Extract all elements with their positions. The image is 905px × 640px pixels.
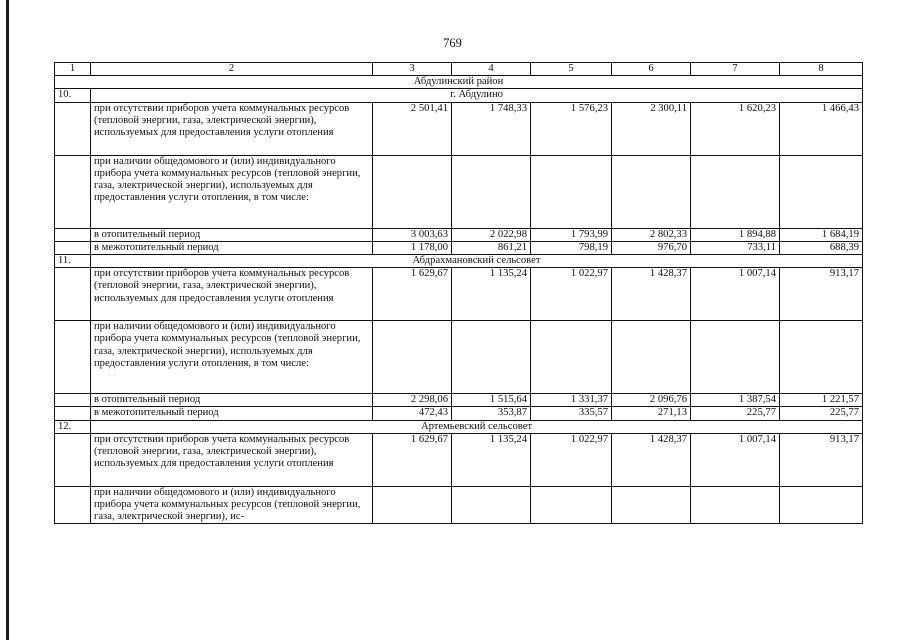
section-row xyxy=(55,420,863,433)
header-cell: 1 xyxy=(55,63,91,76)
value-cell: 733,11 xyxy=(691,241,780,254)
header-cell: 2 xyxy=(91,63,373,76)
table-row xyxy=(55,407,863,420)
section-row xyxy=(55,89,863,102)
table-row xyxy=(55,486,863,524)
page-number: 769 xyxy=(443,36,462,50)
page-edge-bar xyxy=(6,0,9,640)
header-cell: 6 xyxy=(612,63,691,76)
value-cell: 913,17 xyxy=(780,268,863,321)
value-cell: 1 684,19 xyxy=(780,228,863,241)
value-cell: 913,17 xyxy=(780,433,863,486)
value-cell: 1 428,37 xyxy=(612,268,691,321)
header-row xyxy=(55,63,863,76)
value-cell: 1 221,57 xyxy=(780,394,863,407)
value-cell: 1 135,24 xyxy=(452,433,531,486)
table-row xyxy=(55,228,863,241)
table-row xyxy=(55,155,863,228)
row-description: при отсутствии приборов учета коммунальных ресурсов (тепловой энергии, газа, электрической энергии), используемых для предоставления услуги отопления xyxy=(91,433,373,486)
value-cell: 1 576,23 xyxy=(531,102,612,155)
value-cell: 1 022,97 xyxy=(531,433,612,486)
row-description: при наличии общедомового и (или) индивидуального прибора учета коммунальных ресурсов (тепловой энергии, газа, электрической энергии), используемых для предоставления услуги отопления, в том числе: xyxy=(91,321,373,394)
table-row xyxy=(55,268,863,321)
value-cell: 2 300,11 xyxy=(612,102,691,155)
value-cell: 1 428,37 xyxy=(612,433,691,486)
header-cell: 8 xyxy=(780,63,863,76)
value-cell: 1 007,14 xyxy=(691,268,780,321)
row-label: в межотопительный период xyxy=(91,407,373,420)
table-row xyxy=(55,433,863,486)
value-cell: 2 298,06 xyxy=(373,394,452,407)
section-number: 10. xyxy=(55,89,91,102)
section-name: Артемьевский сельсовет xyxy=(91,420,863,433)
section-row xyxy=(55,255,863,268)
value-cell: 1 178,00 xyxy=(373,241,452,254)
value-cell: 861,21 xyxy=(452,241,531,254)
value-cell: 1 894,88 xyxy=(691,228,780,241)
row-description: при отсутствии приборов учета коммунальных ресурсов (тепловой энергии, газа, электрической энергии), используемых для предоставления услуги отопления xyxy=(91,268,373,321)
section-name: Абдрахмановский сельсовет xyxy=(91,255,863,268)
header-cell: 5 xyxy=(531,63,612,76)
value-cell: 271,13 xyxy=(612,407,691,420)
value-cell: 1 135,24 xyxy=(452,268,531,321)
row-label: в отопительный период xyxy=(91,394,373,407)
row-label: в межотопительный период xyxy=(91,241,373,254)
value-cell: 1 629,67 xyxy=(373,268,452,321)
district-row xyxy=(55,76,863,89)
section-number: 11. xyxy=(55,255,91,268)
value-cell: 1 007,14 xyxy=(691,433,780,486)
value-cell: 2 501,41 xyxy=(373,102,452,155)
section-name: г. Абдулино xyxy=(91,89,863,102)
value-cell: 3 003,63 xyxy=(373,228,452,241)
value-cell: 2 022,98 xyxy=(452,228,531,241)
value-cell: 2 802,33 xyxy=(612,228,691,241)
value-cell: 335,57 xyxy=(531,407,612,420)
value-cell: 225,77 xyxy=(691,407,780,420)
value-cell: 1 466,43 xyxy=(780,102,863,155)
value-cell: 472,43 xyxy=(373,407,452,420)
header-cell: 3 xyxy=(373,63,452,76)
district-name: Абдулинский район xyxy=(55,76,863,89)
value-cell: 1 022,97 xyxy=(531,268,612,321)
row-label: в отопительный период xyxy=(91,228,373,241)
section-number: 12. xyxy=(55,420,91,433)
table-row xyxy=(55,241,863,254)
value-cell: 1 620,23 xyxy=(691,102,780,155)
row-description: при отсутствии приборов учета коммунальных ресурсов (тепловой энергии, газа, электрической энергии), используемых для предоставления услуги отопления xyxy=(91,102,373,155)
value-cell: 1 387,54 xyxy=(691,394,780,407)
header-cell: 4 xyxy=(452,63,531,76)
value-cell: 1 629,67 xyxy=(373,433,452,486)
table-row xyxy=(55,394,863,407)
table-row xyxy=(55,321,863,394)
value-cell: 1 515,64 xyxy=(452,394,531,407)
header-cell: 7 xyxy=(691,63,780,76)
value-cell: 976,70 xyxy=(612,241,691,254)
value-cell: 1 748,33 xyxy=(452,102,531,155)
value-cell: 798,19 xyxy=(531,241,612,254)
value-cell: 1 331,37 xyxy=(531,394,612,407)
row-description: при наличии общедомового и (или) индивидуального прибора учета коммунальных ресурсов (тепловой энергии, газа, электрической энергии), используемых для предоставления услуги отопления, в том числе: xyxy=(91,155,373,228)
value-cell: 1 793,99 xyxy=(531,228,612,241)
table-row xyxy=(55,102,863,155)
tariff-table xyxy=(54,62,863,524)
value-cell: 353,87 xyxy=(452,407,531,420)
value-cell: 2 096,76 xyxy=(612,394,691,407)
value-cell: 688,39 xyxy=(780,241,863,254)
value-cell: 225,77 xyxy=(780,407,863,420)
row-description: при наличии общедомового и (или) индивидуального прибора учета коммунальных ресурсов (тепловой энергии, газа, электрической энергии), ис- xyxy=(91,486,373,524)
